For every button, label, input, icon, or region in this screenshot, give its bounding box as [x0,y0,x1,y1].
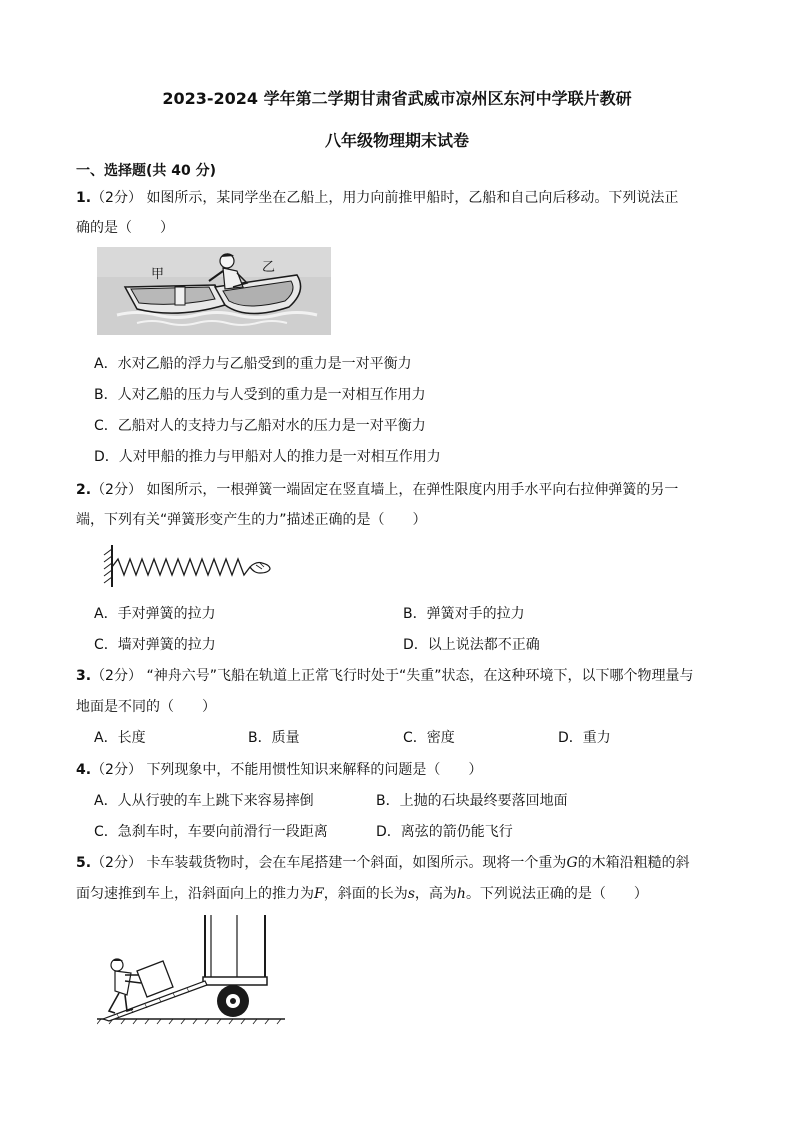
question-text: “神舟六号”飞船在轨道上正常飞行时处于“失重”状态，在这种环境下，以下哪个物理量与 [146,668,694,684]
question-score: （2分） [91,190,142,206]
question-5-line1 [76,852,690,872]
option-c: C．急刹车时，车要向前滑行一段距离 [94,824,328,840]
option-c: C．密度 [403,730,455,746]
question-number: 1. [76,190,92,206]
spring-figure [100,543,276,589]
question-text: 面匀速推到车上，沿斜面向上的推力为 [76,886,314,902]
question-score: （2分） [91,668,142,684]
question-text: 如图所示，一根弹簧一端固定在竖直墙上，在弹性限度内用手水平向右拉伸弹簧的另一 [146,482,679,498]
question-text: ，高为 [414,886,457,902]
option-d: D．人对甲船的推力与甲船对人的推力是一对相互作用力 [94,449,441,465]
option-b: B．弹簧对手的拉力 [403,606,525,622]
option-a: A．水对乙船的浮力与乙船受到的重力是一对平衡力 [94,356,412,372]
option-d: D．重力 [558,730,611,746]
option-d: D．以上说法都不正确 [403,637,540,653]
figure-label-yi: 乙 [262,260,276,275]
question-4-line1 [76,759,482,779]
question-score: （2分） [91,482,142,498]
question-number: 4. [76,762,92,778]
question-2-line1 [76,479,678,499]
question-5-line2 [76,883,648,903]
option-a: A．手对弹簧的拉力 [94,606,216,622]
option-b: B．质量 [248,730,300,746]
option-c: C．乙船对人的支持力与乙船对水的压力是一对平衡力 [94,418,426,434]
question-text: 下列现象中，不能用惯性知识来解释的问题是（ ） [146,762,483,778]
variable-s: s [407,886,415,902]
option-b: B．上抛的石块最终要落回地面 [376,793,568,809]
figure-label-jia: 甲 [151,267,165,282]
question-3-line1 [76,665,693,685]
question-score: （2分） [91,762,142,778]
section-heading: 一、选择题(共 40 分) [76,163,217,179]
question-text: ，斜面的长为 [323,886,408,902]
question-number: 3. [76,668,92,684]
option-d: D．离弦的箭仍能飞行 [376,824,513,840]
question-1-line1 [76,187,678,207]
option-c: C．墙对弹簧的拉力 [94,637,216,653]
question-2-line2: 端，下列有关“弹簧形变产生的力”描述正确的是（ ） [76,512,427,528]
question-score: （2分） [91,855,142,871]
question-1-line2: 确的是（ ） [76,220,174,236]
variable-g: G [566,855,578,871]
question-3-line2: 地面是不同的（ ） [76,699,216,715]
question-text: 的木箱沿粗糙的斜 [577,855,690,871]
question-text: 如图所示，某同学坐在乙船上，用力向前推甲船时，乙船和自己向后移动。下列说法正 [146,190,679,206]
question-text: 卡车装载货物时，会在车尾搭建一个斜面，如图所示。现将一个重为 [146,855,567,871]
option-a: A．长度 [94,730,146,746]
variable-h: h [456,886,466,902]
variable-f: F [314,886,324,902]
question-number: 2. [76,482,92,498]
question-number: 5. [76,855,92,871]
boat-figure [97,247,331,335]
option-a: A．人从行驶的车上跳下来容易摔倒 [94,793,314,809]
exam-title-line2: 八年级物理期末试卷 [324,131,469,150]
question-text: 。下列说法正确的是（ ） [465,886,648,902]
truck-ramp-figure [97,915,285,1025]
option-b: B．人对乙船的压力与人受到的重力是一对相互作用力 [94,387,426,403]
exam-title-line1: 2023-2024 学年第二学期甘肃省武威市凉州区东河中学联片教研 [162,89,632,108]
